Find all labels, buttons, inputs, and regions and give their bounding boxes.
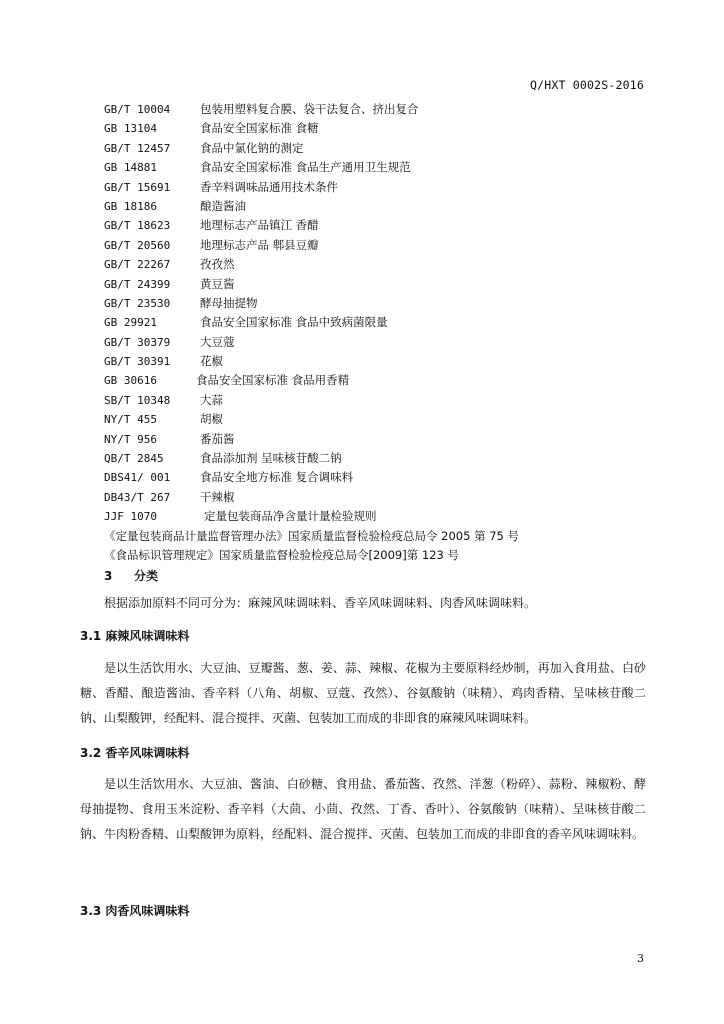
subsection-paragraph: 是以生活饮用水、大豆油、酱油、白砂糖、食用盐、番茄酱、孜然、洋葱（粉碎）、蒜粉、辣椒粉、酵母抽提物、食用玉米淀粉、香辛料（大茴、小茴、孜然、丁香、香叶）、谷氨酸钠（味精）、呈味核苷酸二钠、牛肉粉香精、山梨酸钾为原料，经配料、混合搅拌、灭菌、包装加工而成的非即食的香辛风味调味料。 bbox=[80, 777, 646, 841]
reference-title: 花椒 bbox=[200, 354, 223, 369]
reference-item bbox=[104, 139, 664, 158]
reference-item bbox=[104, 236, 664, 255]
reference-title: 香辛料调味品通用技术条件 bbox=[200, 179, 338, 194]
reference-title: 食品安全国家标准 食品用香精 bbox=[196, 373, 350, 388]
reference-item bbox=[104, 371, 664, 390]
reference-item bbox=[104, 488, 664, 507]
reference-code: GB 13104 bbox=[104, 122, 157, 136]
reference-note-text: 《食品标识管理规定》国家质量监督检验检疫总局令[2009]第 123 号 bbox=[104, 547, 459, 562]
reference-title: 包装用塑料复合膜、袋干法复合、挤出复合 bbox=[200, 102, 419, 116]
normative-references-list bbox=[104, 100, 664, 565]
reference-code: GB/T 30391 bbox=[104, 355, 171, 369]
reference-code: GB/T 18623 bbox=[104, 219, 171, 233]
reference-item bbox=[104, 333, 664, 352]
reference-title: 定量包装商品净含量计量检验规则 bbox=[204, 509, 377, 524]
reference-code: GB/T 24399 bbox=[104, 277, 171, 291]
reference-code: DBS41/ 001 bbox=[104, 471, 171, 485]
reference-item bbox=[104, 294, 664, 313]
section-heading bbox=[104, 566, 158, 586]
reference-title: 食品中氯化钠的测定 bbox=[200, 140, 304, 155]
reference-title: 胡椒 bbox=[200, 412, 223, 427]
reference-code: GB/T 30379 bbox=[104, 335, 171, 349]
page-number: 3 bbox=[637, 952, 644, 965]
reference-title: 食品安全地方标准 复合调味料 bbox=[200, 470, 354, 485]
subsection-heading: 3.2 香辛风味调味料 bbox=[80, 746, 190, 760]
reference-item bbox=[104, 119, 664, 138]
reference-item bbox=[104, 255, 664, 274]
reference-note bbox=[104, 546, 664, 565]
reference-code: QB/T 2845 bbox=[104, 452, 164, 466]
reference-code: GB/T 20560 bbox=[104, 238, 171, 252]
reference-item bbox=[104, 507, 664, 526]
subsection-heading: 3.3 肉香风味调味料 bbox=[80, 904, 190, 918]
reference-item bbox=[104, 410, 664, 429]
reference-title: 地理标志产品 郫县豆瓣 bbox=[200, 237, 319, 252]
reference-code: GB 29921 bbox=[104, 316, 157, 330]
reference-code: GB/T 10004 bbox=[104, 103, 171, 116]
reference-code: GB 30616 bbox=[104, 374, 157, 388]
reference-code: NY/T 956 bbox=[104, 432, 157, 446]
section-intro-paragraph: 根据添加原料不同可分为：麻辣风味调味料、香辛风味调味料、肉香风味调味料。 bbox=[104, 596, 537, 610]
reference-item bbox=[104, 158, 664, 177]
reference-title: 食品安全国家标准 食品生产通用卫生规范 bbox=[200, 160, 411, 175]
reference-code: GB/T 23530 bbox=[104, 296, 171, 310]
reference-code: SB/T 10348 bbox=[104, 393, 171, 407]
reference-code: JJF 1070 bbox=[104, 510, 157, 524]
reference-title: 孜孜然 bbox=[200, 257, 235, 272]
reference-title: 食品添加剂 呈味核苷酸二钠 bbox=[200, 451, 342, 466]
reference-title: 酵母抽提物 bbox=[200, 295, 258, 310]
document-code-header: Q/HXT 0002S-2016 bbox=[530, 78, 644, 92]
reference-item bbox=[104, 468, 664, 487]
reference-title: 食品安全国家标准 食糖 bbox=[200, 121, 319, 136]
reference-item bbox=[104, 100, 664, 119]
reference-item bbox=[104, 275, 664, 294]
section-number: 3 bbox=[104, 569, 113, 583]
reference-title: 地理标志产品镇江 香醋 bbox=[200, 218, 319, 233]
reference-item bbox=[104, 449, 664, 468]
reference-title: 干辣椒 bbox=[200, 489, 235, 504]
reference-item bbox=[104, 313, 664, 332]
reference-item bbox=[104, 216, 664, 235]
reference-note-text: 《定量包装商品计量监督管理办法》国家质量监督检验检疫总局令 2005 第 75 号 bbox=[104, 528, 520, 543]
reference-title: 食品安全国家标准 食品中致病菌限量 bbox=[200, 315, 388, 330]
reference-code: GB/T 22267 bbox=[104, 258, 171, 272]
reference-title: 酿造酱油 bbox=[200, 198, 246, 213]
section-title: 分类 bbox=[134, 569, 159, 583]
subsection-paragraph: 是以生活饮用水、大豆油、豆瓣酱、葱、姜、蒜、辣椒、花椒为主要原料经炒制，再加入食用盐、白砂糖、香醋、酿造酱油、香辛料（八角、胡椒、豆蔻、孜然）、谷氨酸钠（味精）、鸡肉香精、呈味核苷酸二钠、山梨酸钾，经配料、混合搅拌、灭菌、包装加工而成的非即食的麻辣风味调味料。 bbox=[80, 661, 646, 725]
reference-item bbox=[104, 430, 664, 449]
reference-title: 大蒜 bbox=[200, 392, 223, 407]
reference-code: GB/T 12457 bbox=[104, 141, 171, 155]
reference-title: 番茄酱 bbox=[200, 431, 235, 446]
subsection-heading: 3.1 麻辣风味调味料 bbox=[80, 629, 190, 643]
reference-item bbox=[104, 178, 664, 197]
reference-item bbox=[104, 352, 664, 371]
reference-code: GB 14881 bbox=[104, 161, 157, 175]
reference-code: DB43/T 267 bbox=[104, 490, 171, 504]
reference-title: 大豆蔻 bbox=[200, 334, 235, 349]
reference-code: GB 18186 bbox=[104, 199, 157, 213]
reference-note bbox=[104, 527, 664, 546]
reference-code: GB/T 15691 bbox=[104, 180, 171, 194]
reference-title: 黄豆酱 bbox=[200, 276, 235, 291]
reference-item bbox=[104, 197, 664, 216]
reference-code: NY/T 455 bbox=[104, 413, 157, 427]
reference-item bbox=[104, 391, 664, 410]
